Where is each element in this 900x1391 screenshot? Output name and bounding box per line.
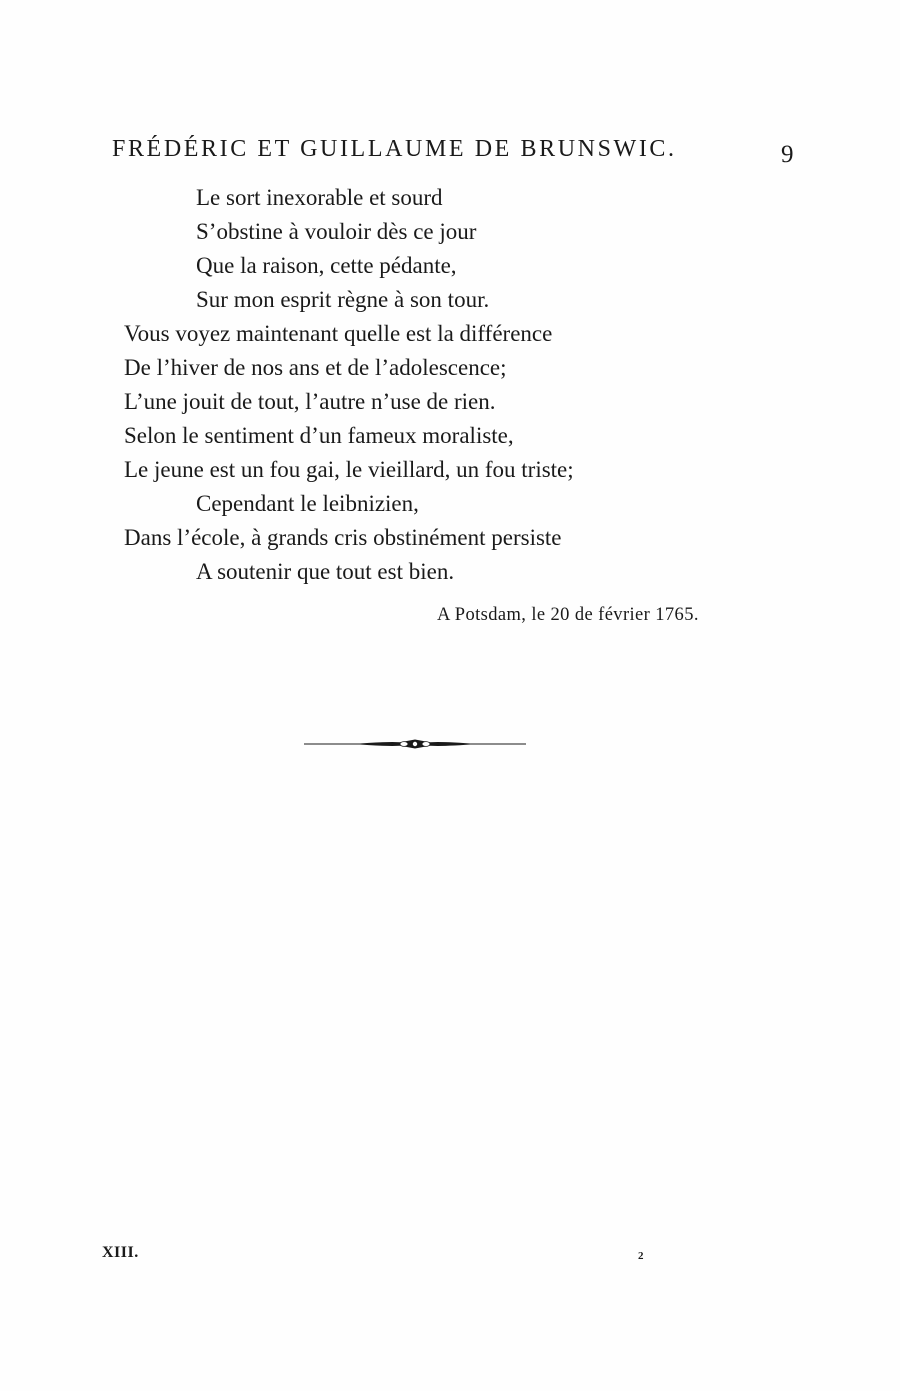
verse-line: De l’hiver de nos ans et de l’adolescence; (124, 355, 507, 380)
dateline: A Potsdam, le 20 de février 1765. (437, 605, 699, 625)
verse-line: L’une jouit de tout, l’autre n’use de rien. (124, 389, 496, 414)
verse-line: A soutenir que tout est bien. (196, 559, 455, 584)
ornament-rule-icon (304, 734, 526, 754)
gathering-number: 2 (638, 1250, 644, 1262)
verse-line: Dans l’école, à grands cris obstinément persiste (124, 525, 562, 550)
verse-line: Sur mon esprit règne à son tour. (196, 287, 490, 312)
poem-body (124, 181, 764, 589)
page-number: 9 (781, 141, 794, 168)
verse-line: S’obstine à vouloir dès ce jour (196, 219, 477, 244)
verse-line: Cependant le leibnizien, (196, 491, 419, 516)
running-title: FRÉDÉRIC ET GUILLAUME DE BRUNSWIC. (112, 136, 677, 162)
verse-line: Le jeune est un fou gai, le vieillard, un fou triste; (124, 457, 574, 482)
verse-line: Selon le sentiment d’un fameux moraliste, (124, 423, 514, 448)
volume-signature: XIII. (102, 1244, 139, 1261)
verse-line: Vous voyez maintenant quelle est la différence (124, 321, 553, 346)
verse-line: Le sort inexorable et sourd (196, 185, 443, 210)
verse-line: Que la raison, cette pédante, (196, 253, 457, 278)
